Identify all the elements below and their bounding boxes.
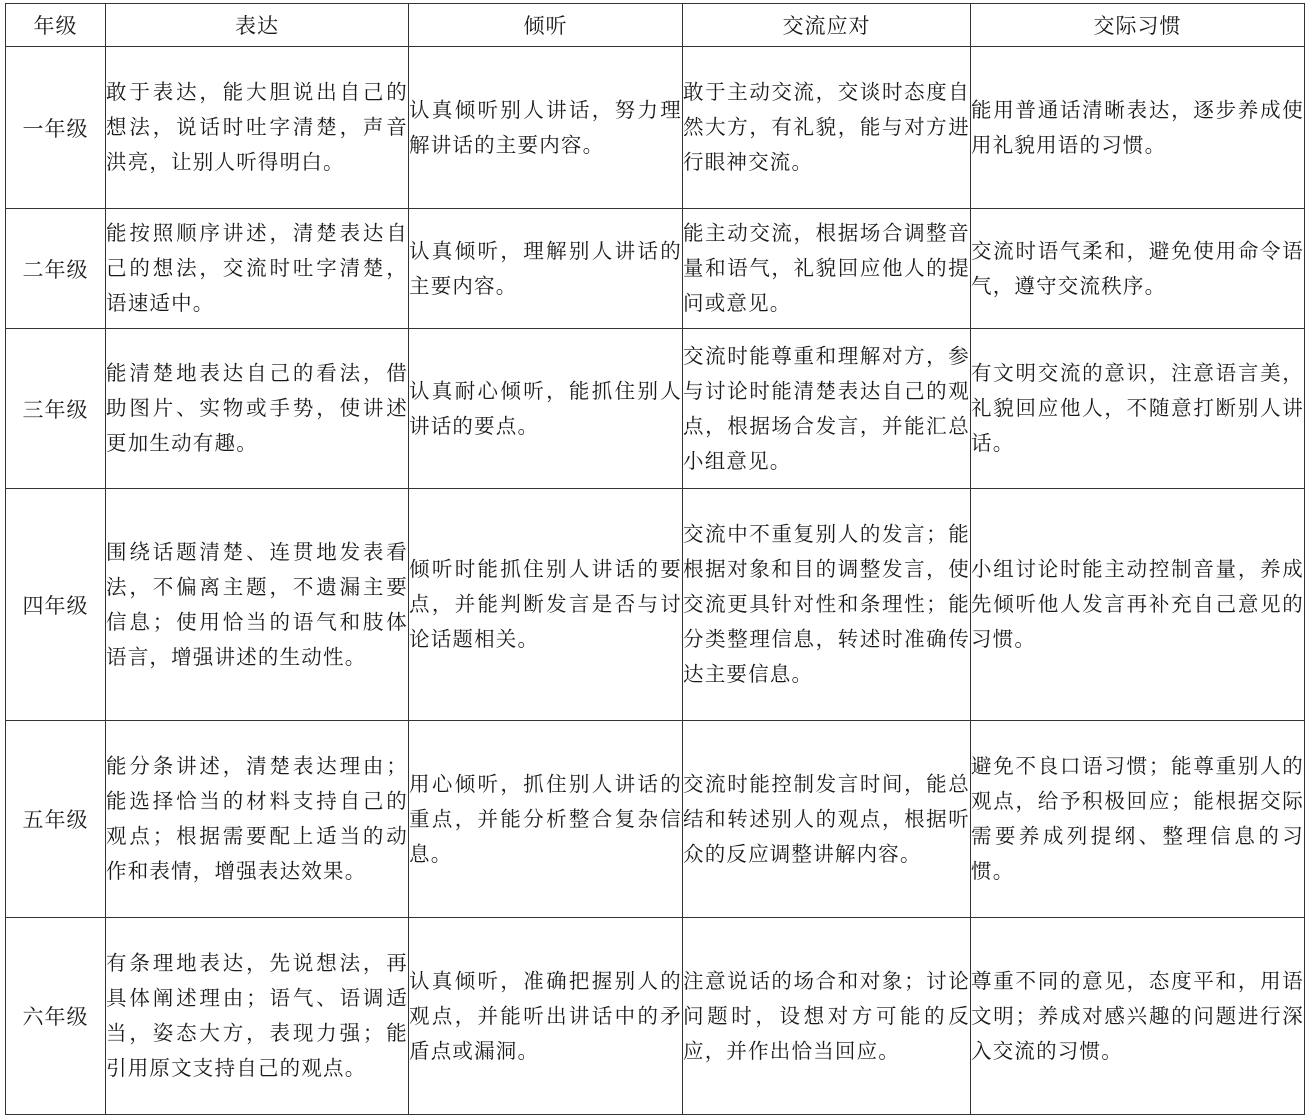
response-cell: 能主动交流，根据场合调整音量和语气，礼貌回应他人的提问或意见。 xyxy=(683,209,971,329)
table-row xyxy=(6,489,1305,721)
habit-cell: 小组讨论时能主动控制音量，养成先倾听他人发言再补充自己意见的习惯。 xyxy=(971,489,1305,721)
listening-cell: 倾听时能抓住别人讲话的要点，并能判断发言是否与讨论话题相关。 xyxy=(409,489,683,721)
header-row xyxy=(6,4,1305,47)
header-grade: 年级 xyxy=(6,4,106,47)
habit-cell: 避免不良口语习惯；能尊重别人的观点，给予积极回应；能根据交际需要养成列提纲、整理信息的习惯。 xyxy=(971,721,1305,918)
listening-cell: 认真倾听别人讲话，努力理解讲话的主要内容。 xyxy=(409,47,683,209)
response-cell: 交流中不重复别人的发言；能根据对象和目的调整发言，使交流更具针对性和条理性；能分类整理信息，转述时准确传达主要信息。 xyxy=(683,489,971,721)
response-cell: 注意说话的场合和对象；讨论问题时，设想对方可能的反应，并作出恰当回应。 xyxy=(683,918,971,1115)
response-cell: 交流时能控制发言时间，能总结和转述别人的观点，根据听众的反应调整讲解内容。 xyxy=(683,721,971,918)
listening-cell: 认真倾听，准确把握别人的观点，并能听出讲话中的矛盾点或漏洞。 xyxy=(409,918,683,1115)
expression-cell: 有条理地表达，先说想法，再具体阐述理由；语气、语调适当，姿态大方，表现力强；能引用原文支持自己的观点。 xyxy=(106,918,409,1115)
header-habit: 交际习惯 xyxy=(971,4,1305,47)
table-row xyxy=(6,721,1305,918)
grade-cell: 四年级 xyxy=(6,489,106,721)
habit-cell: 有文明交流的意识，注意语言美，礼貌回应他人，不随意打断别人讲话。 xyxy=(971,329,1305,489)
grade-cell: 六年级 xyxy=(6,918,106,1115)
expression-cell: 能清楚地表达自己的看法，借助图片、实物或手势，使讲述更加生动有趣。 xyxy=(106,329,409,489)
standards-table xyxy=(5,3,1305,1115)
table-row xyxy=(6,918,1305,1115)
header-expression: 表达 xyxy=(106,4,409,47)
listening-cell: 用心倾听，抓住别人讲话的重点，并能分析整合复杂信息。 xyxy=(409,721,683,918)
grade-cell: 三年级 xyxy=(6,329,106,489)
expression-cell: 能分条讲述，清楚表达理由；能选择恰当的材料支持自己的观点；根据需要配上适当的动作和表情，增强表达效果。 xyxy=(106,721,409,918)
table-row xyxy=(6,47,1305,209)
grade-cell: 二年级 xyxy=(6,209,106,329)
response-cell: 交流时能尊重和理解对方，参与讨论时能清楚表达自己的观点，根据场合发言，并能汇总小组意见。 xyxy=(683,329,971,489)
listening-cell: 认真倾听，理解别人讲话的主要内容。 xyxy=(409,209,683,329)
table-row xyxy=(6,209,1305,329)
habit-cell: 交流时语气柔和，避免使用命令语气，遵守交流秩序。 xyxy=(971,209,1305,329)
expression-cell: 能按照顺序讲述，清楚表达自己的想法，交流时吐字清楚，语速适中。 xyxy=(106,209,409,329)
header-response: 交流应对 xyxy=(683,4,971,47)
listening-cell: 认真耐心倾听，能抓住别人讲话的要点。 xyxy=(409,329,683,489)
habit-cell: 能用普通话清晰表达，逐步养成使用礼貌用语的习惯。 xyxy=(971,47,1305,209)
habit-cell: 尊重不同的意见，态度平和，用语文明；养成对感兴趣的问题进行深入交流的习惯。 xyxy=(971,918,1305,1115)
grade-cell: 五年级 xyxy=(6,721,106,918)
expression-cell: 敢于表达，能大胆说出自己的想法，说话时吐字清楚，声音洪亮，让别人听得明白。 xyxy=(106,47,409,209)
response-cell: 敢于主动交流，交谈时态度自然大方，有礼貌，能与对方进行眼神交流。 xyxy=(683,47,971,209)
expression-cell: 围绕话题清楚、连贯地发表看法，不偏离主题，不遗漏主要信息；使用恰当的语气和肢体语言，增强讲述的生动性。 xyxy=(106,489,409,721)
grade-cell: 一年级 xyxy=(6,47,106,209)
table-row xyxy=(6,329,1305,489)
header-listening: 倾听 xyxy=(409,4,683,47)
